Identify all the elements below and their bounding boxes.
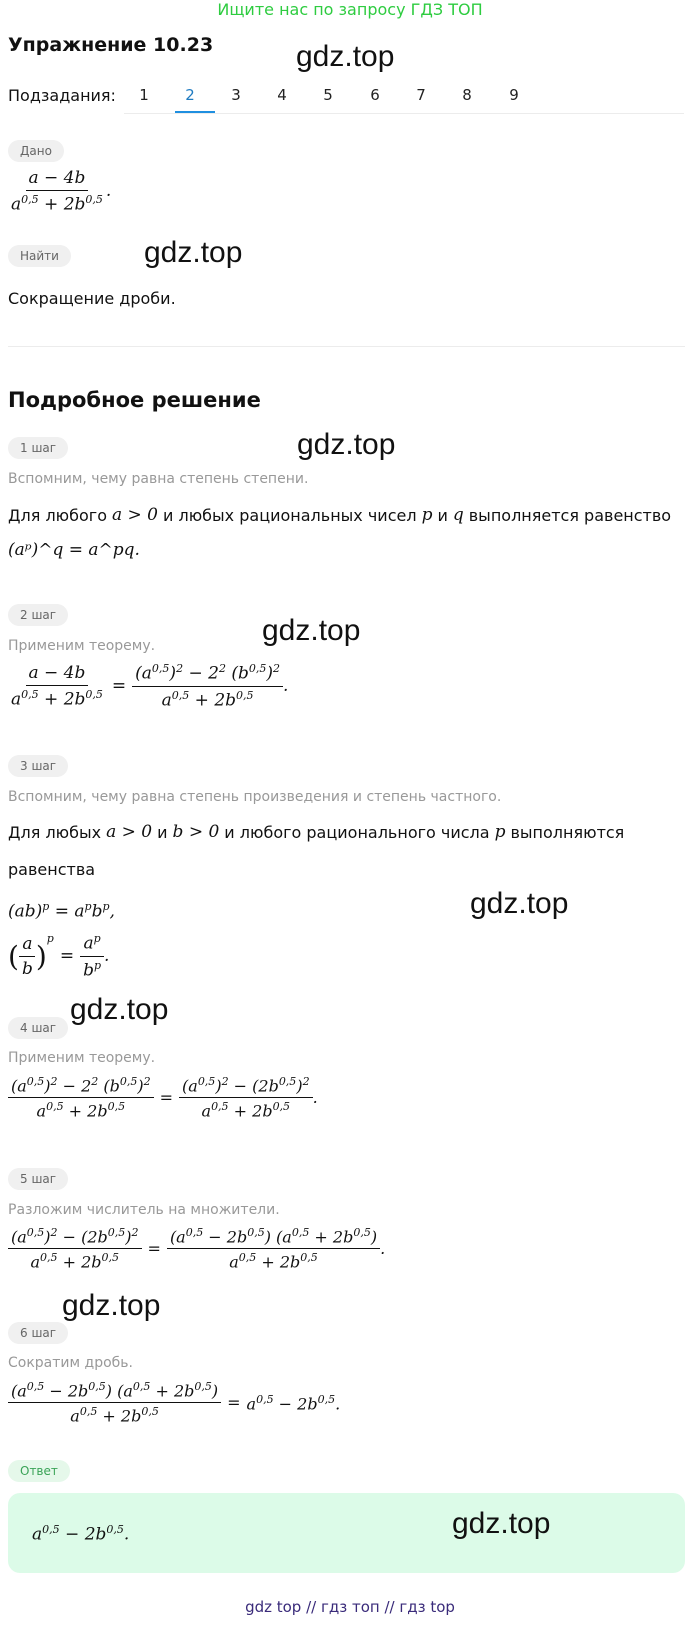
- subtask-tab-9[interactable]: 9: [509, 86, 519, 104]
- subtask-tab-2[interactable]: 2: [185, 86, 195, 104]
- step-2-badge: 2 шаг: [8, 604, 68, 626]
- step-1-text: Для любого a > 0 и любых рациональных чисел p и q выполняется равенство: [8, 505, 672, 525]
- step-5-hint: Разложим числитель на множители.: [8, 1202, 280, 1218]
- solution-title: Подробное решение: [8, 388, 261, 412]
- step-2-hint: Применим теорему.: [8, 638, 156, 654]
- find-text: Сокращение дроби.: [8, 289, 176, 308]
- watermark: gdz.top: [262, 614, 361, 647]
- step-3-formula-1: $(ab)^p = a^pb^p$,: [8, 900, 115, 922]
- step-4-badge: 4 шаг: [8, 1017, 68, 1039]
- watermark: gdz.top: [297, 428, 396, 461]
- watermark: gdz.top: [62, 1289, 161, 1322]
- answer-value: $a^{0,5} - 2b^{0,5}$.: [32, 1523, 130, 1545]
- step-5-formula: $\frac{(a^{0,5})^2 - (2b^{0,5})^2}{a^{0,5} + 2b^{0,5}}$ = $\frac{(a^{0,5} - 2b^{0,5}) (a^{0,5} + 2b^{0,5})}{a^{0,5} + 2b^{0,5}}$ .: [8, 1226, 385, 1272]
- step-3-hint: Вспомним, чему равна степень произведения и степень частного.: [8, 789, 502, 805]
- subtask-tab-8[interactable]: 8: [462, 86, 472, 104]
- step-2-formula: $\frac{a - 4b}{a^{0,5} + 2b^{0,5}}$ = $\frac{(a^{0,5})^2 - 2^2 (b^{0,5})^2}{a^{0,5} + 2b^{0,5}}$ .: [11, 662, 289, 711]
- step-3-formula-2: ( $\frac{a}{b}$ ) $^p$ = $\frac{a^p}{b^p}$ .: [8, 932, 110, 981]
- subtask-tab-5[interactable]: 5: [323, 86, 333, 104]
- subtask-tab-1[interactable]: 1: [139, 86, 149, 104]
- subtask-tab-6[interactable]: 6: [370, 86, 380, 104]
- step-3-text: Для любых a > 0 и b > 0 и любого рационального числа p выполняются: [8, 822, 625, 842]
- subtask-tab-7[interactable]: 7: [416, 86, 426, 104]
- section-divider: [8, 346, 685, 347]
- given-formula: $\frac{a - 4b}{a^{0,5} + 2b^{0,5}}$ .: [8, 168, 111, 215]
- find-badge: Найти: [8, 245, 71, 267]
- watermark: gdz.top: [470, 887, 569, 920]
- watermark: gdz.top: [70, 993, 169, 1026]
- step-1-formula: (aᵖ)^q = a^pq.: [8, 540, 140, 560]
- step-6-badge: 6 шаг: [8, 1322, 68, 1344]
- answer-badge: Ответ: [8, 1460, 70, 1482]
- step-1-badge: 1 шаг: [8, 437, 68, 459]
- footer-links[interactable]: gdz top // гдз топ // гдз top: [245, 1598, 455, 1616]
- step-3-badge: 3 шаг: [8, 755, 68, 777]
- tabs-divider: [124, 113, 684, 114]
- watermark: gdz.top: [296, 40, 395, 73]
- watermark: gdz.top: [452, 1507, 551, 1540]
- given-numerator: a − 4b: [26, 168, 89, 191]
- step-3-text-cont: равенства: [8, 860, 96, 879]
- step-4-formula: $\frac{(a^{0,5})^2 - 2^2 (b^{0,5})^2}{a^{0,5} + 2b^{0,5}}$ = $\frac{(a^{0,5})^2 - (2b^{0,5})^2}{a^{0,5} + 2b^{0,5}}$ .: [8, 1075, 318, 1121]
- exercise-title: Упражнение 10.23: [8, 34, 214, 56]
- step-4-hint: Применим теорему.: [8, 1050, 156, 1066]
- step-1-hint: Вспомним, чему равна степень степени.: [8, 471, 309, 487]
- subtask-tab-3[interactable]: 3: [231, 86, 241, 104]
- subtask-tab-4[interactable]: 4: [277, 86, 287, 104]
- given-badge: Дано: [8, 140, 64, 162]
- step-5-badge: 5 шаг: [8, 1168, 68, 1190]
- watermark: gdz.top: [144, 236, 243, 269]
- subtasks-label: Подзадания:: [8, 86, 116, 105]
- given-denominator: $a^{0,5} + 2b^{0,5}$: [11, 193, 103, 215]
- top-banner[interactable]: Ищите нас по запросу ГДЗ ТОП: [217, 0, 483, 19]
- step-6-formula: $\frac{(a^{0,5} - 2b^{0,5}) (a^{0,5} + 2b^{0,5})}{a^{0,5} + 2b^{0,5}}$ = $a^{0,5} - 2b^{0,5}$.: [8, 1380, 340, 1426]
- step-6-hint: Сократим дробь.: [8, 1355, 133, 1371]
